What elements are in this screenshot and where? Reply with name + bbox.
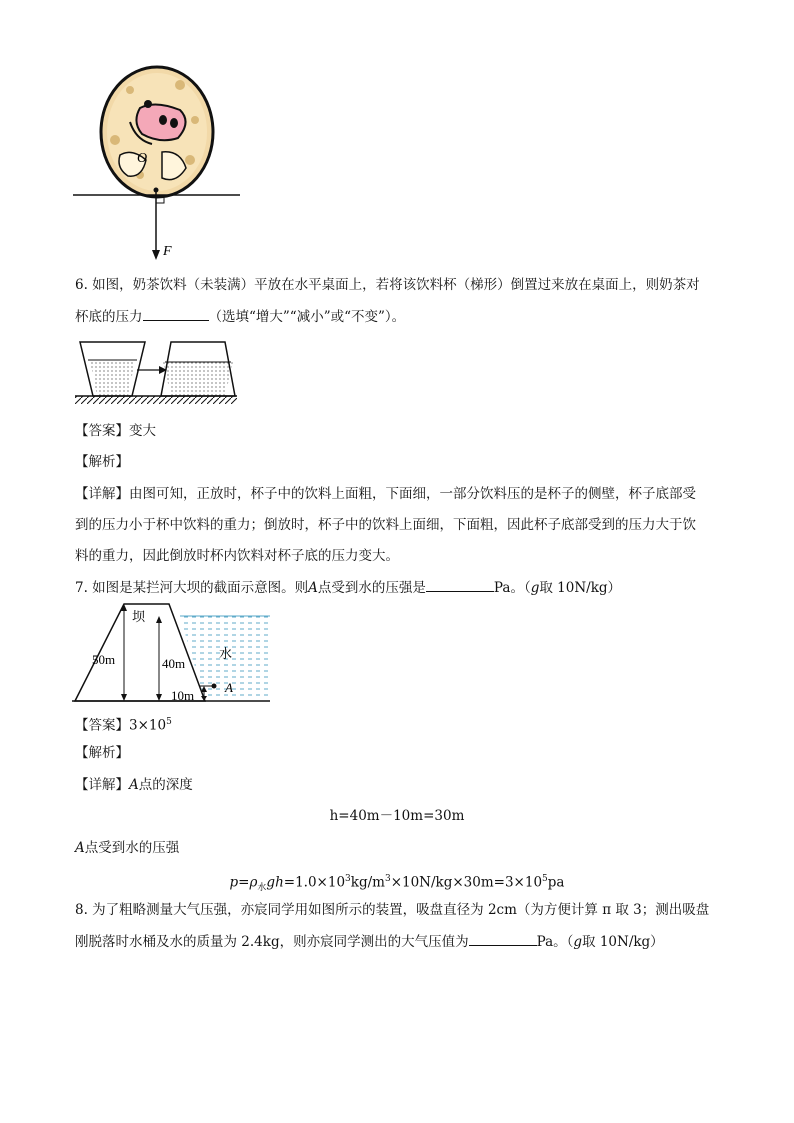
- eq-exp2: 3: [384, 874, 391, 884]
- q7-unit: Pa。（: [493, 580, 531, 596]
- q6-line2-suffix: （选填“增大”“减小”或“不变”）。: [208, 309, 406, 325]
- detail-point-a: A: [129, 777, 139, 793]
- q8-unit: Pa。（: [536, 934, 574, 950]
- q6-line2-prefix: 杯底的压力: [75, 309, 143, 325]
- q6-detail-line3: 料的重力，因此倒放时杯内饮料对杯子底的压力变大。: [75, 548, 399, 564]
- pressure-point-a: A: [75, 840, 85, 856]
- q8-answer-blank[interactable]: [469, 931, 537, 946]
- eq-gh: gh: [266, 874, 284, 891]
- answer-tag: 【答案】: [75, 423, 129, 439]
- q6-detail-line2: 到的压力小于杯中饮料的重力；倒放时，杯子中的饮料上面细，下面粗，因此杯子底部受到的压力大于饮: [75, 517, 696, 533]
- q7-answer-base: 3×10: [129, 717, 167, 734]
- q8-end: 取 10N/kg）: [582, 934, 664, 950]
- height-40m: 40m: [162, 656, 186, 671]
- q7-point-a: A: [308, 580, 318, 596]
- q6-line2: [75, 306, 405, 327]
- q6-analysis-tag: 【解析】: [75, 454, 129, 470]
- q6-detail-line1: [75, 484, 696, 504]
- q7-prefix: 7. 如图是某拦河大坝的截面示意图。则: [75, 580, 309, 596]
- q7-answer-blank[interactable]: [426, 577, 494, 592]
- q7-g: g: [530, 580, 540, 596]
- q7-line1: [75, 577, 621, 598]
- q7-answer: [75, 712, 172, 736]
- q7-equation-pressure: [0, 869, 794, 898]
- detail-depth-text: 点的深度: [138, 777, 193, 793]
- height-50m: 50m: [92, 652, 116, 667]
- detail-tag: 【详解】: [75, 777, 129, 793]
- eq-p: p=ρ: [229, 874, 258, 891]
- eq-part1: =1.0×10: [283, 874, 346, 891]
- q8-g: g: [573, 934, 583, 950]
- egg-figure: [70, 60, 250, 270]
- height-10m: 10m: [171, 688, 195, 703]
- pivot-label: O: [137, 151, 148, 166]
- answer-tag: 【答案】: [75, 717, 129, 734]
- eq-part4: pa: [547, 874, 565, 891]
- eq-exp1: 3: [345, 874, 351, 884]
- q7-equation-depth: h=40m－10m=30m: [329, 808, 465, 824]
- q8-line2: [75, 931, 664, 952]
- q6-line1: 6. 如图，奶茶饮料（未装满）平放在水平桌面上，若将该饮料杯（梯形）倒置过来放在桌面上，则奶茶对: [75, 277, 700, 293]
- q6-answer-blank[interactable]: [143, 306, 209, 321]
- eq-exp3: 5: [542, 874, 548, 884]
- force-label: F: [163, 244, 172, 259]
- q8-line1: 8. 为了粗略测量大气压强，亦宸同学用如图所示的装置，吸盘直径为 2cm（为方便计算 π 取 3；测出吸盘: [75, 902, 710, 918]
- eq-part3: ×10N/kg×30m=3×10: [390, 874, 543, 891]
- pressure-text: 点受到水的压强: [84, 840, 180, 856]
- dam-label: 坝: [132, 610, 146, 625]
- q6-answer: [75, 421, 156, 441]
- eq-sub-water: 水: [257, 883, 267, 894]
- q7-answer-exp: 5: [166, 717, 172, 727]
- q8-prefix: 刚脱落时水桶及水的质量为 2.4kg，则亦宸同学测出的大气压值为: [75, 934, 469, 950]
- q6-answer-value: 变大: [129, 423, 156, 439]
- q7-end: 取 10N/kg）: [539, 580, 622, 596]
- eq-part2: kg/m: [350, 874, 385, 891]
- cups-figure: [75, 338, 237, 408]
- detail-tag: 【详解】: [75, 486, 129, 502]
- q6-detail-text1: 由图可知，正放时，杯子中的饮料上面粗，下面细，一部分饮料压的是杯子的侧壁，杯子底部受: [129, 486, 696, 502]
- q7-mid: 点受到水的压强是: [317, 580, 426, 596]
- q7-detail: [75, 775, 193, 795]
- dam-figure: [72, 602, 272, 706]
- point-a-label: A: [225, 680, 233, 695]
- q7-pressure-label: [75, 838, 179, 858]
- q7-analysis-tag: 【解析】: [75, 745, 129, 761]
- water-label: 水: [219, 647, 233, 662]
